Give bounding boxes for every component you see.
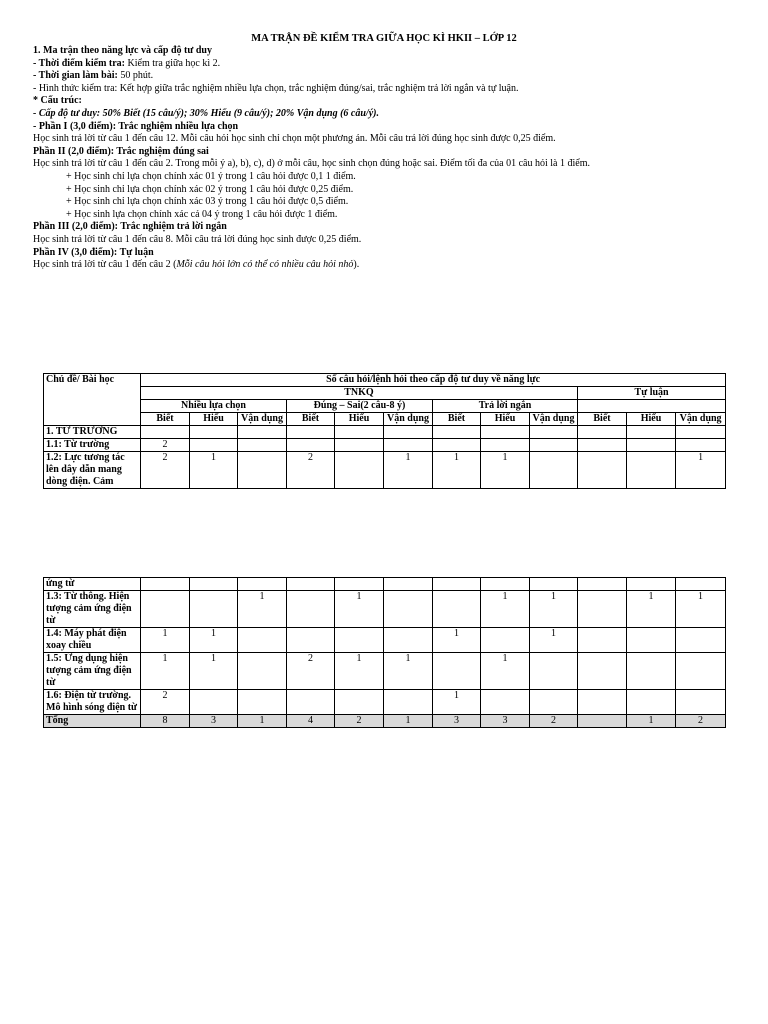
count-cell	[578, 690, 627, 715]
group-header-essay-blank	[578, 400, 726, 413]
count-cell	[190, 591, 238, 628]
count-cell	[238, 578, 287, 591]
count-cell	[578, 426, 627, 439]
header-row-top	[44, 374, 726, 387]
count-cell	[141, 578, 190, 591]
count-cell: 1	[530, 628, 578, 653]
header-row-levels	[44, 413, 726, 426]
table-row	[44, 426, 726, 439]
count-cell: 2	[141, 439, 190, 452]
count-cell	[676, 628, 726, 653]
count-cell: 2	[141, 452, 190, 489]
count-cell: 1	[481, 452, 530, 489]
count-cell	[676, 426, 726, 439]
count-cell	[627, 628, 676, 653]
part2-rule: + Học sinh chỉ lựa chọn chính xác 01 ý trong 1 câu hỏi được 0,1 1 điểm.	[66, 170, 356, 182]
count-cell	[481, 578, 530, 591]
level-header: Hiểu	[335, 413, 384, 426]
total-cell	[578, 715, 627, 728]
time-point-line	[33, 58, 743, 71]
table-row	[44, 690, 726, 715]
count-cell: 1	[141, 653, 190, 690]
count-cell: 1	[335, 591, 384, 628]
count-cell	[141, 426, 190, 439]
level-header: Vận dụng	[530, 413, 578, 426]
count-cell: 1	[481, 591, 530, 628]
count-cell	[578, 591, 627, 628]
count-cell	[335, 439, 384, 452]
count-cell	[384, 439, 433, 452]
count-cell	[676, 439, 726, 452]
matrix-heading: 1. Ma trận theo năng lực và cấp độ tư duy	[33, 45, 212, 56]
table-row	[44, 452, 726, 489]
level-header: Vận dụng	[384, 413, 433, 426]
table-row	[44, 628, 726, 653]
level-header: Biết	[433, 413, 481, 426]
duration-value: 50 phút.	[120, 70, 154, 82]
count-cell	[433, 439, 481, 452]
total-cell: 4	[287, 715, 335, 728]
total-label: Tổng	[44, 715, 141, 728]
duration-label: - Thời gian làm bài:	[33, 70, 118, 82]
count-cell	[530, 452, 578, 489]
count-cell: 1	[335, 653, 384, 690]
header-row-section	[44, 387, 726, 400]
part3-title: Phần III (2,0 điểm): Trắc nghiệm trả lời ngắn	[33, 221, 227, 233]
level-header: Biết	[141, 413, 190, 426]
group-header-short-answer: Trả lời ngắn	[433, 400, 578, 413]
count-cell	[335, 690, 384, 715]
part2-rule: + Học sinh lựa chọn chính xác cả 04 ý trong 1 câu hỏi được 1 điểm.	[66, 208, 338, 220]
count-cell	[481, 690, 530, 715]
count-cell: 1	[190, 628, 238, 653]
count-cell	[190, 426, 238, 439]
count-cell	[433, 578, 481, 591]
count-cell	[141, 591, 190, 628]
count-cell	[578, 578, 627, 591]
total-row	[44, 715, 726, 728]
count-cell: 1	[190, 653, 238, 690]
topic-cell: 1.6: Điện từ trường. Mô hình sóng điện từ	[44, 690, 141, 715]
count-cell	[190, 578, 238, 591]
count-cell	[287, 628, 335, 653]
count-cell	[335, 578, 384, 591]
part2-rule: + Học sinh chỉ lựa chọn chính xác 02 ý trong 1 câu hỏi được 0,25 điểm.	[66, 183, 354, 195]
count-cell	[384, 426, 433, 439]
part1-desc: Học sinh trả lời từ câu 1 đến câu 12. Mỗi câu hỏi học sinh chỉ chọn một phương án. Mỗi câu trả lời đúng học sinh được 0,25 điểm.	[33, 133, 556, 145]
tnkq-header: TNKQ	[141, 387, 578, 400]
format-line: - Hình thức kiểm tra: Kết hợp giữa trắc nghiệm nhiều lựa chọn, trắc nghiệm đúng/sai, trắc nghiệm trả lời ngắn và tự luận.	[33, 82, 519, 94]
count-cell	[433, 591, 481, 628]
count-cell	[384, 690, 433, 715]
part4-title: Phần IV (3,0 điểm): Tự luận	[33, 246, 154, 258]
count-cell	[287, 578, 335, 591]
count-cell	[335, 452, 384, 489]
count-cell	[238, 653, 287, 690]
duration-line	[33, 70, 743, 83]
count-cell	[578, 452, 627, 489]
total-cell: 2	[530, 715, 578, 728]
count-cell	[238, 628, 287, 653]
count-cell	[433, 653, 481, 690]
count-cell	[238, 690, 287, 715]
structure-label: * Cấu trúc:	[33, 95, 82, 107]
part2-desc: Học sinh trả lời từ câu 1 đến câu 2. Trong mỗi ý a), b), c), d) ở mỗi câu, học sinh chọn đúng hoặc sai. Điểm tối đa của 01 câu hỏi là 1 điểm.	[33, 158, 590, 170]
total-cell: 2	[335, 715, 384, 728]
main-header: Số câu hỏi/lệnh hỏi theo cấp độ tư duy về năng lực	[141, 374, 726, 387]
level-header: Biết	[287, 413, 335, 426]
total-cell: 1	[627, 715, 676, 728]
level-header: Biết	[578, 413, 627, 426]
table-row	[44, 591, 726, 628]
count-cell	[238, 426, 287, 439]
matrix-table-part1	[43, 373, 726, 489]
count-cell	[578, 628, 627, 653]
level-header: Hiểu	[190, 413, 238, 426]
topic-cell: 1. TỪ TRƯỜNG	[44, 426, 141, 439]
total-cell: 1	[238, 715, 287, 728]
count-cell: 1	[190, 452, 238, 489]
part4-desc-prefix: Học sinh trả lời từ câu 1 đến câu 2 (	[33, 259, 177, 271]
total-cell: 8	[141, 715, 190, 728]
count-cell	[433, 426, 481, 439]
count-cell: 1	[530, 591, 578, 628]
count-cell: 1	[384, 452, 433, 489]
count-cell: 2	[287, 653, 335, 690]
level-header: Hiểu	[627, 413, 676, 426]
part4-desc-italic: Mỗi câu hỏi lớn có thể có nhiều câu hỏi nhỏ	[176, 259, 354, 271]
intro-section	[33, 45, 743, 272]
group-header-true-false: Đúng – Sai(2 câu-8 ý)	[287, 400, 433, 413]
count-cell	[287, 690, 335, 715]
time-point-value: Kiểm tra giữa học kì 2.	[127, 57, 221, 69]
count-cell	[335, 426, 384, 439]
count-cell	[676, 653, 726, 690]
part2-title: Phần II (2,0 điểm): Trắc nghiệm đúng sai	[33, 145, 209, 157]
topic-cell: 1.4: Máy phát điện xoay chiều	[44, 628, 141, 653]
total-cell: 3	[433, 715, 481, 728]
table-row	[44, 439, 726, 452]
group-header-multiple-choice: Nhiều lựa chọn	[141, 400, 287, 413]
matrix-body-part1	[44, 374, 726, 489]
count-cell	[481, 628, 530, 653]
topic-cell: 1.2: Lực tương tác lên dây dẫn mang dòng điện. Cảm	[44, 452, 141, 489]
level-header: Hiểu	[481, 413, 530, 426]
count-cell	[238, 439, 287, 452]
count-cell	[530, 653, 578, 690]
count-cell	[481, 426, 530, 439]
topic-header: Chủ đề/ Bài học	[44, 374, 141, 426]
count-cell	[627, 578, 676, 591]
matrix-body-part2	[44, 578, 726, 728]
count-cell	[530, 690, 578, 715]
document-title: MA TRẬN ĐỀ KIỂM TRA GIỮA HỌC KÌ HKII – LỚP 12	[251, 33, 517, 44]
topic-cell: 1.1: Từ trường	[44, 439, 141, 452]
count-cell: 1	[433, 690, 481, 715]
count-cell: 1	[481, 653, 530, 690]
time-point-label: - Thời điểm kiểm tra:	[33, 57, 126, 69]
count-cell: 1	[141, 628, 190, 653]
count-cell: 2	[287, 452, 335, 489]
part3-desc: Học sinh trả lời từ câu 1 đến câu 8. Mỗi câu trả lời đúng học sinh được 0,25 điểm.	[33, 233, 362, 245]
count-cell	[627, 690, 676, 715]
topic-cell: ứng từ	[44, 578, 141, 591]
count-cell	[578, 439, 627, 452]
count-cell: 1	[676, 591, 726, 628]
total-cell: 2	[676, 715, 726, 728]
total-cell: 1	[384, 715, 433, 728]
topic-cell: 1.5: Ứng dụng hiện tượng cảm ứng điện từ	[44, 653, 141, 690]
count-cell	[676, 690, 726, 715]
count-cell	[384, 591, 433, 628]
count-cell	[190, 439, 238, 452]
count-cell	[627, 439, 676, 452]
levels-line: - Cấp độ tư duy: 50% Biết (15 câu/ý); 30% Hiểu (9 câu/ý); 20% Vận dụng (6 câu/ý).	[33, 107, 379, 119]
count-cell	[238, 452, 287, 489]
table-row	[44, 653, 726, 690]
part4-desc-suffix: ).	[353, 259, 360, 271]
count-cell	[287, 426, 335, 439]
count-cell	[627, 452, 676, 489]
table-row	[44, 578, 726, 591]
part1-title: - Phần I (3,0 điểm): Trắc nghiệm nhiều lựa chọn	[33, 120, 239, 132]
part2-rule: + Học sinh chỉ lựa chọn chính xác 03 ý trong 1 câu hỏi được 0,5 điểm.	[66, 196, 349, 208]
count-cell	[384, 578, 433, 591]
count-cell	[190, 690, 238, 715]
count-cell: 1	[433, 628, 481, 653]
total-cell: 3	[190, 715, 238, 728]
count-cell	[530, 578, 578, 591]
count-cell	[481, 439, 530, 452]
part4-desc	[33, 259, 743, 272]
count-cell	[530, 426, 578, 439]
tu-luan-header: Tự luận	[578, 387, 726, 400]
topic-cell: 1.3: Từ thông. Hiện tượng cảm ứng điện từ	[44, 591, 141, 628]
count-cell: 2	[141, 690, 190, 715]
header-row-groups	[44, 400, 726, 413]
count-cell: 1	[676, 452, 726, 489]
count-cell: 1	[238, 591, 287, 628]
count-cell	[287, 591, 335, 628]
count-cell	[384, 628, 433, 653]
count-cell: 1	[384, 653, 433, 690]
total-cell: 3	[481, 715, 530, 728]
count-cell	[627, 426, 676, 439]
count-cell	[627, 653, 676, 690]
count-cell: 1	[627, 591, 676, 628]
count-cell	[578, 653, 627, 690]
count-cell	[676, 578, 726, 591]
count-cell	[530, 439, 578, 452]
level-header: Vận dụng	[238, 413, 287, 426]
level-header: Vận dụng	[676, 413, 726, 426]
count-cell	[335, 628, 384, 653]
count-cell: 1	[433, 452, 481, 489]
count-cell	[287, 439, 335, 452]
matrix-table-part2	[43, 577, 726, 728]
